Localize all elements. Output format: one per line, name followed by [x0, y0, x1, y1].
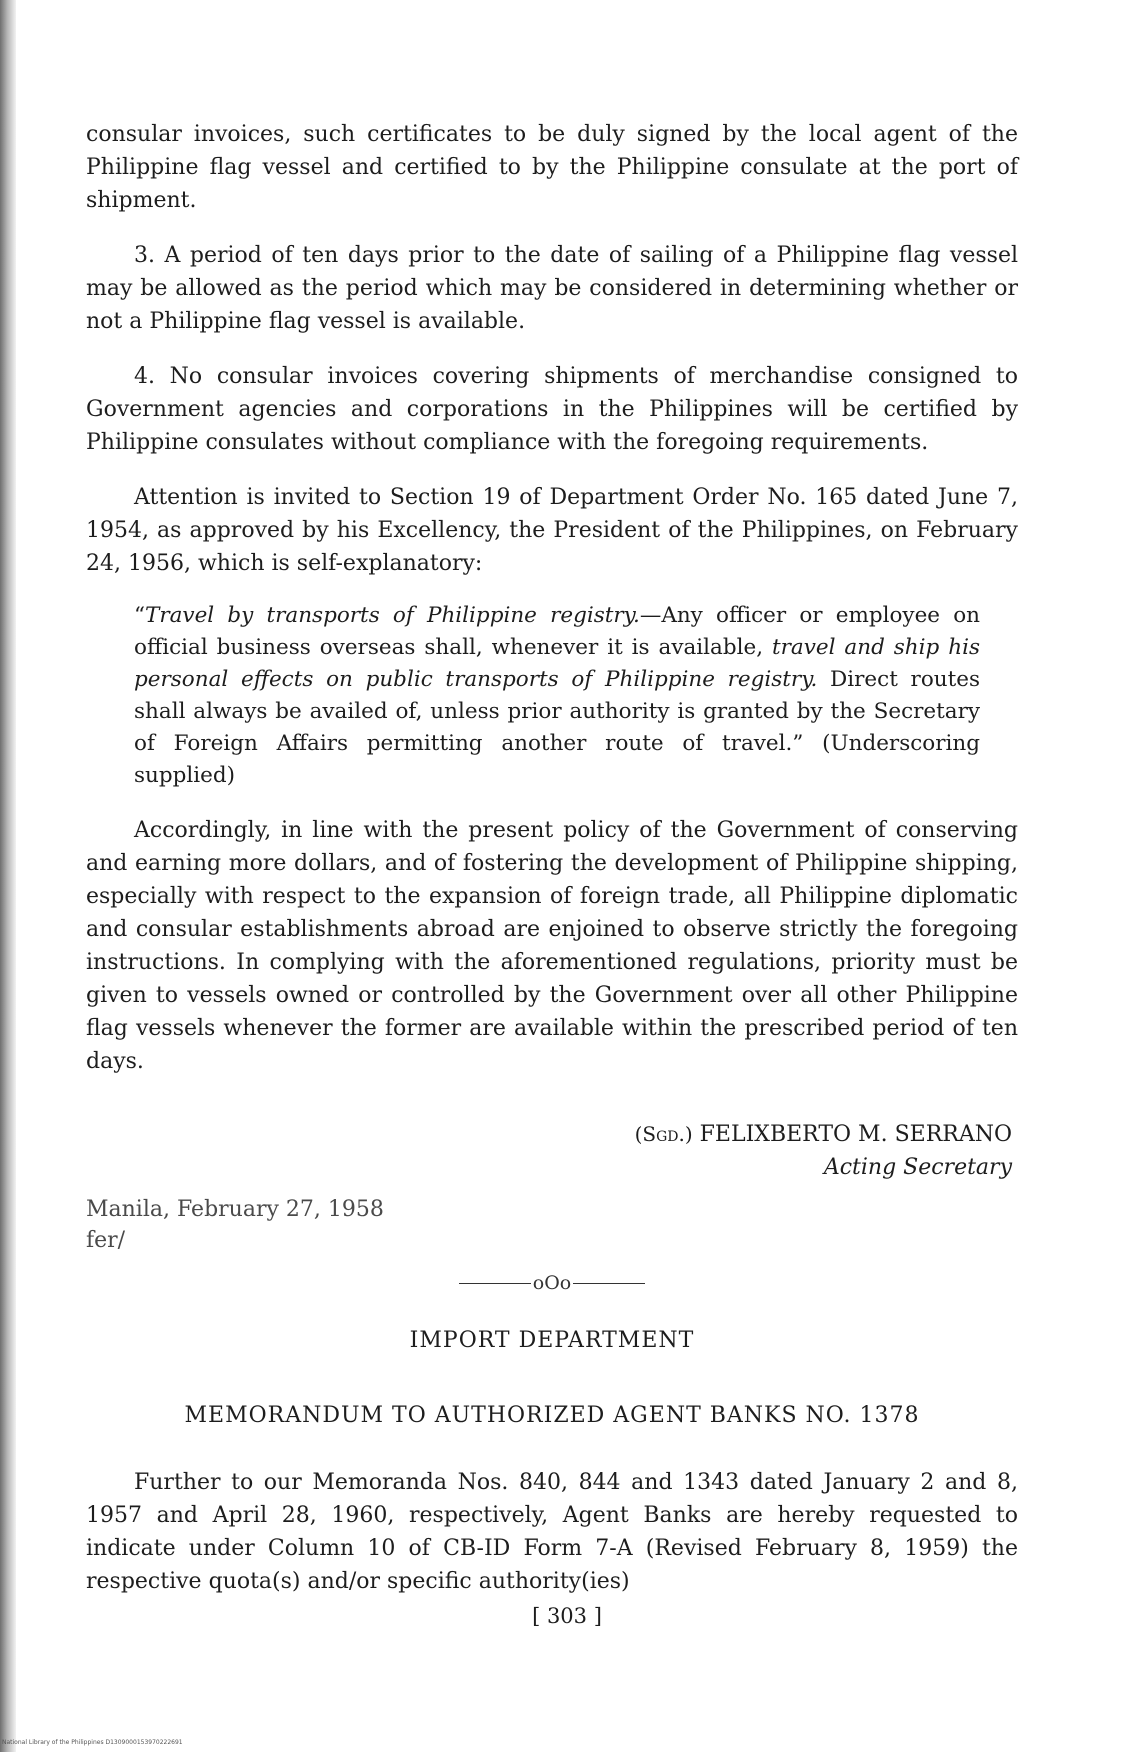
separator-mark: oOo: [532, 1272, 572, 1294]
department-heading: IMPORT DEPARTMENT: [409, 1328, 695, 1353]
document-page: [86, 118, 1018, 1598]
separator-line-right: [573, 1283, 645, 1284]
quoted-section: [134, 600, 980, 792]
paragraph-attention: Attention is invited to Section 19 of Department Order No. 165 dated June 7, 1954, as approved by his Excellency, the President of the Philippines, on February 24, 1956, which is self-explanatory:: [86, 485, 1018, 576]
page-binding-edge: [0, 0, 16, 1752]
paragraph-item-4: 4. No consular invoices covering shipments of merchandise consigned to Government agencies and corporations in the Philippines will be certified by Philippine consulates without compliance with the foregoing requirements.: [86, 364, 1018, 455]
initials: fer/: [86, 1228, 126, 1253]
paragraph-accordingly: Accordingly, in line with the present policy of the Government of conserving and earning more dollars, and of fostering the development of Philippine shipping, especially with respect to the expansion of foreign trade, all Philippine diplomatic and consular establishments abroad are enjoined to observe strictly the foregoing instructions. In complying with the aforementioned regulations, priority must be given to vessels owned or controlled by the Government over all other Philippine flag vessels whenever the former are available within the prescribed period of ten days.: [86, 818, 1018, 1074]
signatory-name: FELIXBERTO M. SERRANO: [699, 1122, 1012, 1147]
separator-line-left: [459, 1283, 531, 1284]
place-and-date: [86, 1194, 1018, 1256]
paragraph-further: Further to our Memoranda Nos. 840, 844 and 1343 dated January 2 and 8, 1957 and April 28, 1960, respectively, Agent Banks are hereby requested to indicate under Column 10 of CB-ID Form 7-A (Revised February 8, 1959) the respective quota(s) and/or specific authority(ies): [86, 1470, 1018, 1594]
signed-label: (Sgd.): [634, 1122, 693, 1146]
signature-block: [572, 1118, 1012, 1184]
paragraph-continuation: consular invoices, such certificates to be duly signed by the local agent of the Philippine flag vessel and certified to by the Philippine consulate at the port of shipment.: [86, 122, 1018, 213]
memorandum-title: MEMORANDUM TO AUTHORIZED AGENT BANKS NO. 1378: [184, 1403, 920, 1428]
paragraph-item-3: 3. A period of ten days prior to the date of sailing of a Philippine flag vessel may be allowed as the period which may be considered in determining whether or not a Philippine flag vessel is available.: [86, 243, 1018, 334]
quote-text-1: —Any officer or employee on official business overseas shall, whenever it is available,: [134, 603, 980, 660]
quote-italic-underscored: travel and ship his personal effects on public transports of Philippine registry.: [134, 635, 980, 692]
section-separator: [86, 1266, 1018, 1300]
footer-credit: National Library of the Philippines D1309000153970222691: [2, 1739, 183, 1746]
quote-open-mark: “: [134, 603, 145, 628]
quote-italic-heading: Travel by transports of Philippine registry.: [145, 603, 640, 628]
signatory-title: Acting Secretary: [823, 1155, 1012, 1180]
date-line: Manila, February 27, 1958: [86, 1197, 384, 1222]
page-number: [ 303 ]: [532, 1604, 602, 1628]
quote-text-2: Direct routes shall always be availed of, unless prior authority is granted by the Secretary of Foreign Affairs permitting another route of travel.” (Underscoring supplied): [134, 667, 981, 788]
